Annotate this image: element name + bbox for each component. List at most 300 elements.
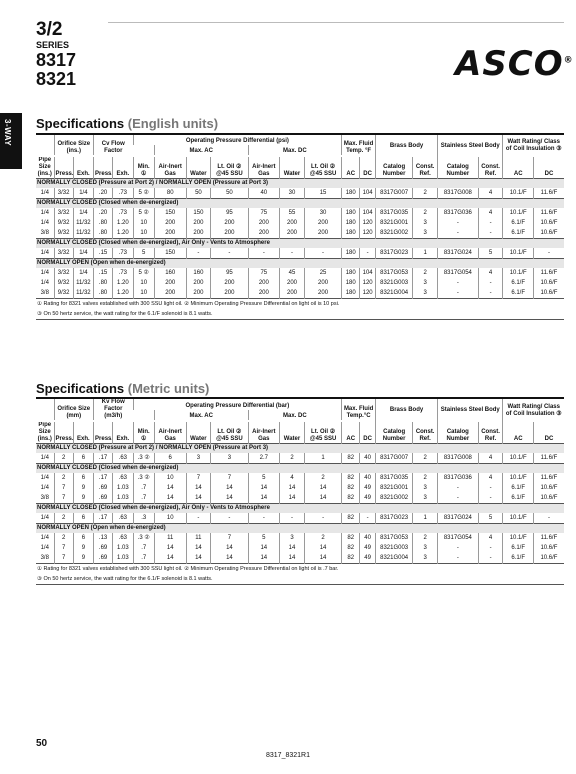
table-cell: 7 xyxy=(54,543,73,553)
table-cell: 1/4 xyxy=(40,279,49,286)
table-cell: 10.6/F xyxy=(533,218,564,228)
column-subheader: Const. Ref. xyxy=(413,157,438,179)
asco-logo xyxy=(455,44,574,84)
table-cell: .80 xyxy=(94,218,113,228)
table-cell: 11.6/F xyxy=(533,533,564,543)
table-cell: 6.1/F xyxy=(503,218,533,228)
table-cell: 10 xyxy=(133,288,154,299)
table-cell: 8317G053 xyxy=(376,533,413,543)
section-header: NORMALLY OPEN (Open when de-energized) xyxy=(36,524,564,534)
table-cell: 9 xyxy=(73,553,93,564)
column-subheader: AC xyxy=(503,422,533,444)
column-subheader: Min. ① xyxy=(133,422,154,444)
table-cell: 120 xyxy=(360,288,376,299)
table-cell: 200 xyxy=(186,218,211,228)
table-cell: 10.6/F xyxy=(533,493,564,504)
document-code: 8317_8321R1 xyxy=(266,752,310,759)
table-cell: 11 xyxy=(154,533,186,543)
table-cell: 1.03 xyxy=(113,483,133,493)
table-cell: .7 xyxy=(133,543,154,553)
column-subheader: Const. Ref. xyxy=(413,422,438,444)
table-cell: 200 xyxy=(280,288,305,299)
column-subheader: Lt. Oil ② @45 SSU xyxy=(304,157,341,179)
table-cell: 10.1/F xyxy=(503,268,533,278)
table-cell: 40 xyxy=(360,473,376,483)
table-cell: 14 xyxy=(186,493,211,504)
table-cell: 2 xyxy=(280,453,305,464)
table-cell: - xyxy=(186,248,211,259)
pipe-size-header: Pipe Size (ins.) xyxy=(37,422,52,442)
table-cell: - xyxy=(438,288,479,299)
table-cell: 2 xyxy=(413,188,438,199)
table-cell: 11 xyxy=(186,533,211,543)
section-header: NORMALLY CLOSED (Closed when de-energized) xyxy=(36,464,564,474)
table-cell: 2 xyxy=(413,533,438,543)
table-cell: 14 xyxy=(304,553,341,564)
table-cell: .69 xyxy=(94,553,113,564)
table-cell: - xyxy=(438,493,479,504)
table-cell: 11.6/F xyxy=(533,208,564,218)
table-row xyxy=(36,493,564,504)
watt-header: Watt Rating/ Class of Coil Insulation ③ xyxy=(503,135,564,157)
table-cell: 55 xyxy=(280,208,305,218)
table-cell: 3/8 xyxy=(40,229,49,236)
orifice-header: Orifice Size (ins.) xyxy=(54,135,93,155)
table-row xyxy=(36,543,564,553)
table-cell: 6.1/F xyxy=(503,543,533,553)
table-cell: 200 xyxy=(248,228,280,239)
table-row xyxy=(36,268,564,278)
table-cell: .63 xyxy=(113,533,133,543)
table-cell: 3 xyxy=(413,288,438,299)
column-subheader: Press. xyxy=(54,157,73,179)
table-row xyxy=(36,453,564,464)
series-8317: 8317 xyxy=(36,50,77,70)
table-cell: - xyxy=(360,513,376,524)
table-cell: .7 xyxy=(133,493,154,504)
footnote: ③ On 50 hertz service, the watt rating for the 6.1/F solenoid is 8.1 watts. xyxy=(36,309,564,320)
table-row xyxy=(36,533,564,543)
table-cell: 200 xyxy=(280,218,305,228)
flow-factor-header: Kv Flow Factor (m3/h) xyxy=(94,399,133,420)
table-cell: 8317G007 xyxy=(376,453,413,464)
table-cell: 6 xyxy=(73,473,93,483)
table-cell: 3 xyxy=(186,453,211,464)
table-cell: 7 xyxy=(211,533,248,543)
table-cell: .73 xyxy=(113,248,133,259)
table-cell: 8317G023 xyxy=(376,513,413,524)
table-cell: 7 xyxy=(54,493,73,504)
table-cell: 1.03 xyxy=(113,543,133,553)
registered-mark: ® xyxy=(563,55,574,66)
table-cell: 11/32 xyxy=(73,218,93,228)
table-cell: .69 xyxy=(94,483,113,493)
top-rule xyxy=(108,22,564,23)
table-cell: 8317G024 xyxy=(438,248,479,259)
table-cell: 120 xyxy=(360,278,376,288)
spec-table-grid xyxy=(36,135,564,320)
table-cell: - xyxy=(533,513,564,524)
table-cell: 30 xyxy=(304,208,341,218)
table-cell: - xyxy=(438,228,479,239)
table-cell: .73 xyxy=(113,188,133,199)
table-cell: 4 xyxy=(280,473,305,483)
metric-title-main: Specifications xyxy=(36,381,125,396)
section-header: NORMALLY CLOSED (Closed when de-energized), Air Only - Vents to Atmosphere xyxy=(36,504,564,514)
table-cell: 150 xyxy=(154,208,186,218)
series-label-box xyxy=(36,20,108,90)
watt-header: Watt Rating/ Class of Coil Insulation ③ xyxy=(503,399,564,422)
column-subheader: Lt. Oil ② @45 SSU xyxy=(304,422,341,444)
table-cell: 180 xyxy=(342,268,360,278)
table-row xyxy=(36,513,564,524)
table-cell: 7 xyxy=(186,473,211,483)
table-cell: - xyxy=(304,513,341,524)
table-cell: 200 xyxy=(248,288,280,299)
column-subheader: DC xyxy=(360,157,376,179)
table-row xyxy=(36,288,564,299)
table-cell: 9 xyxy=(73,493,93,504)
table-cell: 5 xyxy=(133,248,154,259)
column-subheader: Press. xyxy=(54,422,73,444)
table-cell: 200 xyxy=(154,288,186,299)
table-cell: 3 xyxy=(413,543,438,553)
table-cell: 5 ② xyxy=(133,188,154,199)
table-cell: .63 xyxy=(113,513,133,524)
table-cell: 25 xyxy=(304,268,341,278)
table-cell: 1 xyxy=(413,248,438,259)
table-cell: 14 xyxy=(211,493,248,504)
table-cell: 1/4 xyxy=(40,474,49,481)
table-cell: 8317G035 xyxy=(376,208,413,218)
table-cell: 5 xyxy=(478,513,503,524)
section-header: NORMALLY CLOSED (Closed when de-energized), Air Only - Vents to Atmosphere xyxy=(36,239,564,249)
table-cell: 14 xyxy=(154,493,186,504)
table-cell: - xyxy=(186,513,211,524)
table-cell: 8321G004 xyxy=(376,288,413,299)
table-cell: 6.1/F xyxy=(503,553,533,564)
section-header: NORMALLY CLOSED (Pressure at Port 2) / NORMALLY OPEN (Pressure at Port 3) xyxy=(36,444,564,454)
table-cell: 82 xyxy=(342,493,360,504)
table-cell: 160 xyxy=(186,268,211,278)
table-cell: 3 xyxy=(413,218,438,228)
table-cell: 14 xyxy=(154,553,186,564)
table-cell: 14 xyxy=(280,483,305,493)
series-8321: 8321 xyxy=(36,69,77,89)
table-cell: 3/8 xyxy=(40,554,49,561)
table-cell: 10.1/F xyxy=(503,473,533,483)
table-cell: 5 ② xyxy=(133,208,154,218)
table-cell: 10.6/F xyxy=(533,553,564,564)
table-cell: 1/4 xyxy=(73,188,93,199)
table-cell: - xyxy=(280,248,305,259)
table-cell: 3 xyxy=(413,228,438,239)
table-cell: 15 xyxy=(304,188,341,199)
table-cell: 14 xyxy=(248,543,280,553)
table-cell: .17 xyxy=(94,473,113,483)
table-cell: 5 xyxy=(248,473,280,483)
table-cell: 104 xyxy=(360,268,376,278)
table-cell: - xyxy=(478,553,503,564)
table-cell: 8321G003 xyxy=(376,278,413,288)
table-row xyxy=(36,218,564,228)
table-cell: 8321G001 xyxy=(376,218,413,228)
table-row xyxy=(36,248,564,259)
column-subheader: Press. xyxy=(94,157,113,179)
table-cell: 40 xyxy=(248,188,280,199)
table-cell: 1.03 xyxy=(113,553,133,564)
table-cell: .15 xyxy=(94,268,113,278)
column-subheader: DC xyxy=(360,422,376,444)
table-cell: 11.6/F xyxy=(533,188,564,199)
table-cell: 200 xyxy=(304,278,341,288)
table-cell: 180 xyxy=(342,228,360,239)
english-section-title xyxy=(36,116,218,131)
column-subheader: Exh. xyxy=(113,422,133,444)
table-cell: 1/4 xyxy=(40,219,49,226)
table-cell: 8321G001 xyxy=(376,483,413,493)
column-subheader: Water xyxy=(186,157,211,179)
table-cell: .69 xyxy=(94,543,113,553)
table-cell: .63 xyxy=(113,453,133,464)
table-cell: 180 xyxy=(342,288,360,299)
column-subheader: Air-Inert Gas xyxy=(248,422,280,444)
table-cell: 2 xyxy=(304,533,341,543)
table-cell: 11/32 xyxy=(73,228,93,239)
table-row xyxy=(36,278,564,288)
table-cell: 150 xyxy=(154,248,186,259)
table-cell: 14 xyxy=(154,543,186,553)
table-cell: 49 xyxy=(360,493,376,504)
table-row xyxy=(36,483,564,493)
table-cell: .3 ② xyxy=(133,453,154,464)
table-cell: .3 ② xyxy=(133,533,154,543)
spec-table-grid xyxy=(36,399,564,585)
series-word: SERIES xyxy=(36,40,70,50)
table-cell: 200 xyxy=(211,228,248,239)
table-cell: 40 xyxy=(360,453,376,464)
table-cell: 9/32 xyxy=(54,218,73,228)
max-ac-header: Max. AC xyxy=(154,410,248,421)
table-cell: 8317G054 xyxy=(438,268,479,278)
table-cell: .13 xyxy=(94,533,113,543)
table-cell: .17 xyxy=(94,513,113,524)
table-cell: .80 xyxy=(94,278,113,288)
section-header: NORMALLY CLOSED (Closed when de-energized) xyxy=(36,199,564,209)
footnote: ① Rating for 8321 valves established with 300 SSU light oil. ② Minimum Operating Pressure Differential on light oil is .7 bar. xyxy=(36,564,564,575)
table-cell: 14 xyxy=(304,493,341,504)
table-cell: 200 xyxy=(154,218,186,228)
table-cell: .73 xyxy=(113,208,133,218)
temp-header: Max. Fluid Temp. °F xyxy=(342,135,376,155)
table-cell: 3/32 xyxy=(54,248,73,259)
table-cell: 14 xyxy=(280,543,305,553)
table-cell: 1 xyxy=(304,453,341,464)
table-cell: 200 xyxy=(186,278,211,288)
table-cell: 200 xyxy=(304,228,341,239)
table-cell: 10.1/F xyxy=(503,188,533,199)
table-cell: 10.6/F xyxy=(533,288,564,299)
table-cell: - xyxy=(438,278,479,288)
table-cell: 6.1/F xyxy=(503,228,533,239)
table-cell: 160 xyxy=(154,268,186,278)
table-cell: 14 xyxy=(211,483,248,493)
english-title-main: Specifications xyxy=(36,116,125,131)
table-cell: 80 xyxy=(154,188,186,199)
metric-spec-table xyxy=(36,397,564,585)
table-cell: 200 xyxy=(154,278,186,288)
column-subheader: Exh. xyxy=(113,157,133,179)
table-cell: 180 xyxy=(342,278,360,288)
max-ac-header: Max. AC xyxy=(154,145,248,155)
table-cell: 1/4 xyxy=(40,484,49,491)
table-cell: 8317G036 xyxy=(438,208,479,218)
table-cell: - xyxy=(304,248,341,259)
metric-title-sub: (Metric units) xyxy=(127,381,210,396)
english-spec-table xyxy=(36,133,564,320)
section-header: NORMALLY CLOSED (Pressure at Port 2) / NORMALLY OPEN (Pressure at Port 3) xyxy=(36,179,564,189)
table-cell: 120 xyxy=(360,228,376,239)
flow-factor-header: Cv Flow Factor xyxy=(94,135,133,155)
table-cell: 49 xyxy=(360,553,376,564)
side-tab xyxy=(0,113,22,169)
table-cell: 1.20 xyxy=(113,278,133,288)
table-row xyxy=(36,228,564,239)
table-cell: 8321G002 xyxy=(376,228,413,239)
table-cell: 5 xyxy=(248,533,280,543)
table-cell: .3 xyxy=(133,513,154,524)
column-subheader: Lt. Oil ② @45 SSU xyxy=(211,157,248,179)
table-cell: 5 ② xyxy=(133,268,154,278)
table-cell: 10 xyxy=(133,278,154,288)
table-cell: 14 xyxy=(248,483,280,493)
table-cell: 82 xyxy=(342,473,360,483)
table-cell: 180 xyxy=(342,218,360,228)
table-cell: 8317G024 xyxy=(438,513,479,524)
table-cell: 8317G036 xyxy=(438,473,479,483)
table-cell: 4 xyxy=(478,208,503,218)
table-cell: 49 xyxy=(360,543,376,553)
table-cell: 11.6/F xyxy=(533,473,564,483)
table-cell: 2 xyxy=(54,453,73,464)
ss-body-header: Stainless Steel Body xyxy=(438,399,503,422)
table-cell: 14 xyxy=(186,553,211,564)
table-cell: 7 xyxy=(54,553,73,564)
column-subheader: Air-Inert Gas xyxy=(248,157,280,179)
column-subheader: Catalog Number xyxy=(376,422,413,444)
table-cell: 120 xyxy=(360,218,376,228)
table-cell: - xyxy=(478,228,503,239)
table-cell: 10 xyxy=(154,473,186,483)
table-cell: 11/32 xyxy=(73,278,93,288)
table-cell: 200 xyxy=(154,228,186,239)
table-cell: - xyxy=(438,543,479,553)
column-subheader: Min. ① xyxy=(133,157,154,179)
table-cell: 1/4 xyxy=(40,544,49,551)
table-cell: .20 xyxy=(94,188,113,199)
table-cell: .63 xyxy=(113,473,133,483)
pressure-header: Operating Pressure Differential (psi) xyxy=(133,135,342,145)
table-cell: 8317G035 xyxy=(376,473,413,483)
table-cell: .80 xyxy=(94,288,113,299)
side-tab-label: 3-WAY xyxy=(3,119,12,147)
table-cell: - xyxy=(248,248,280,259)
table-cell: 2.7 xyxy=(248,453,280,464)
english-title-sub: (English units) xyxy=(127,116,219,131)
column-subheader: Lt. Oil ② @45 SSU xyxy=(211,422,248,444)
table-cell: 11.6/F xyxy=(533,453,564,464)
table-cell: 14 xyxy=(248,493,280,504)
table-cell: .69 xyxy=(94,493,113,504)
table-cell: - xyxy=(478,218,503,228)
table-cell: 104 xyxy=(360,188,376,199)
table-cell: .7 xyxy=(133,553,154,564)
table-cell: 49 xyxy=(360,483,376,493)
table-cell: 4 xyxy=(478,268,503,278)
table-cell: - xyxy=(211,513,248,524)
column-subheader: AC xyxy=(503,157,533,179)
valve-type: 3/2 xyxy=(36,19,63,40)
table-cell: 6 xyxy=(73,453,93,464)
table-cell: 82 xyxy=(342,553,360,564)
table-cell: 3 xyxy=(413,483,438,493)
table-cell: 1.20 xyxy=(113,218,133,228)
table-cell: 75 xyxy=(248,208,280,218)
table-cell: 2 xyxy=(413,208,438,218)
table-cell: - xyxy=(478,543,503,553)
metric-section-title xyxy=(36,381,209,396)
brand-name: ASCO xyxy=(455,44,564,84)
table-cell: 9 xyxy=(73,483,93,493)
table-cell: 10.1/F xyxy=(503,453,533,464)
table-cell: 6.1/F xyxy=(503,288,533,299)
page-number: 50 xyxy=(36,738,48,749)
table-cell: 1 xyxy=(413,513,438,524)
table-cell: 180 xyxy=(342,248,360,259)
table-cell: 4 xyxy=(478,533,503,543)
table-cell: 14 xyxy=(304,483,341,493)
table-cell: 14 xyxy=(248,553,280,564)
table-cell: 10 xyxy=(133,228,154,239)
table-cell: 10.6/F xyxy=(533,483,564,493)
table-cell: 1/4 xyxy=(40,209,49,216)
table-cell: 200 xyxy=(248,218,280,228)
table-cell: 6 xyxy=(73,533,93,543)
table-cell: 14 xyxy=(211,553,248,564)
table-cell: 30 xyxy=(280,188,305,199)
table-cell: 6.1/F xyxy=(503,483,533,493)
table-cell: 11.6/F xyxy=(533,268,564,278)
table-cell: 10 xyxy=(154,513,186,524)
table-cell: 95 xyxy=(211,268,248,278)
table-cell: 2 xyxy=(413,473,438,483)
table-cell: 95 xyxy=(211,208,248,218)
column-subheader: Water xyxy=(280,157,305,179)
table-cell: 200 xyxy=(304,288,341,299)
table-cell: 75 xyxy=(248,268,280,278)
table-cell: 200 xyxy=(280,278,305,288)
table-row xyxy=(36,208,564,218)
table-cell: 2 xyxy=(304,473,341,483)
table-cell: 200 xyxy=(248,278,280,288)
table-cell: 180 xyxy=(342,188,360,199)
table-cell: 10.6/F xyxy=(533,278,564,288)
table-cell: 7 xyxy=(54,483,73,493)
table-cell: 6.1/F xyxy=(503,278,533,288)
table-cell: 50 xyxy=(186,188,211,199)
table-row xyxy=(36,188,564,199)
brass-body-header: Brass Body xyxy=(376,399,438,422)
